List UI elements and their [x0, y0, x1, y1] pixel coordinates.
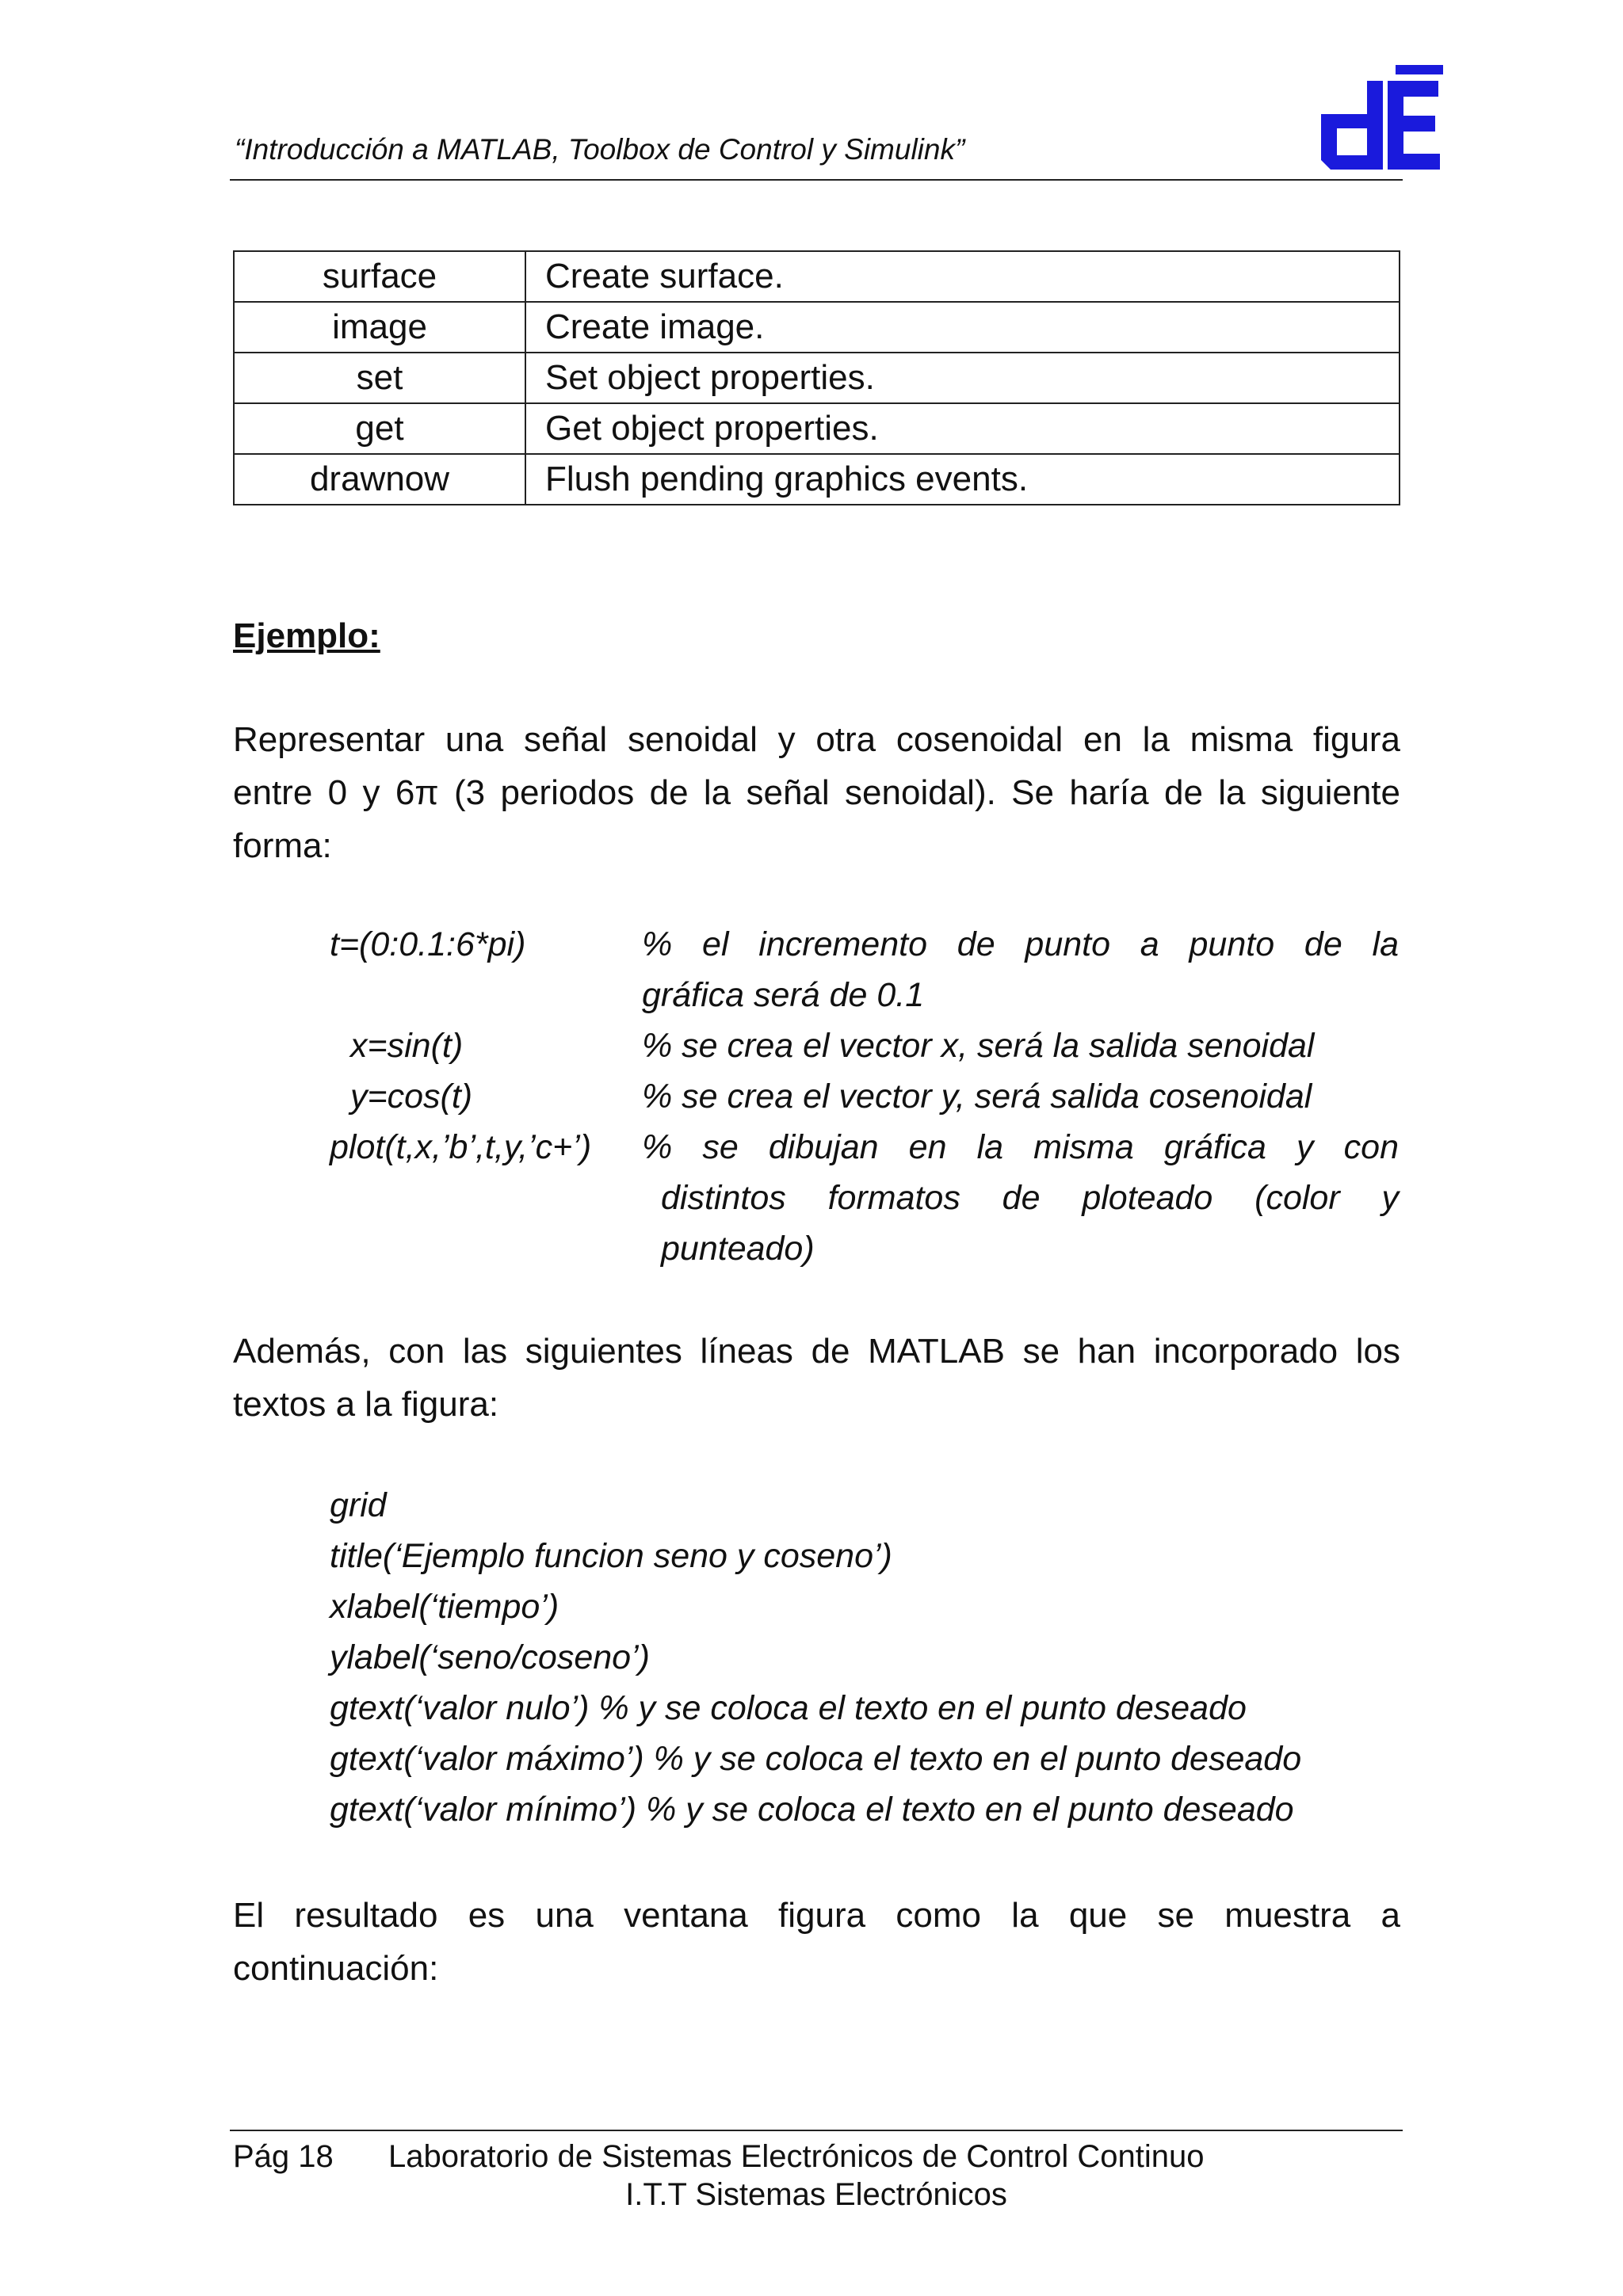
page-number: Pág 18 [233, 2139, 334, 2174]
paragraph-3: El resultado es una ventana figura como la que se muestra a continuación: [233, 1896, 1400, 1988]
footer-line-2: I.T.T Sistemas Electrónicos [625, 2177, 1007, 2212]
code-comment: % se dibujan en la misma gráfica y con distintos formatos de ploteado (color y punteado) [642, 1128, 1399, 1268]
table-row [234, 251, 1400, 302]
footer-line-1: Laboratorio de Sistemas Electrónicos de Control Continuo [388, 2139, 1205, 2174]
code-comment: % se crea el vector y, será salida cosenoidal [642, 1077, 1312, 1116]
page-header [230, 119, 1403, 181]
code-cmd: plot(t,x,’b’,t,y,’c+’) [330, 1128, 592, 1166]
command-cell: set [234, 353, 525, 403]
table-row [234, 353, 1400, 403]
command-cell: get [234, 403, 525, 454]
code-cmd: x=sin(t) [350, 1027, 464, 1065]
code-block-2 [330, 1480, 1301, 1835]
table-row [234, 403, 1400, 454]
description-cell: Create surface. [525, 251, 1400, 302]
code-line: xlabel(‘tiempo’) [330, 1588, 559, 1626]
table-row [234, 454, 1400, 505]
intro-line: Representar una señal senoidal y otra cosenoidal en la misma figura [233, 720, 1400, 759]
command-cell: drawnow [234, 454, 525, 505]
header-title: “Introducción a MATLAB, Toolbox de Control y Simulink” [235, 133, 965, 166]
intro-paragraph [233, 713, 1400, 872]
intro-line: forma: [233, 826, 332, 865]
paragraph-2: Además, con las siguientes líneas de MATLAB se han incorporado los textos a la figura: [233, 1332, 1400, 1424]
de-logo-icon [1319, 65, 1446, 176]
command-cell: surface [234, 251, 525, 302]
description-cell: Create image. [525, 302, 1400, 353]
code-comment: % se crea el vector x, será la salida senoidal [642, 1027, 1315, 1065]
description-cell: Set object properties. [525, 353, 1400, 403]
code-cmd: y=cos(t) [350, 1077, 473, 1116]
command-cell: image [234, 302, 525, 353]
intro-line: entre 0 y 6π (3 periodos de la señal senoidal). Se haría de la siguiente [233, 773, 1400, 812]
command-table [233, 250, 1400, 505]
example-heading: Ejemplo: [233, 616, 380, 655]
code-line: title(‘Ejemplo funcion seno y coseno’) [330, 1537, 892, 1575]
description-cell: Get object properties. [525, 403, 1400, 454]
code-line: gtext(‘valor mínimo’) % y se coloca el texto en el punto deseado [330, 1791, 1294, 1829]
description-cell: Flush pending graphics events. [525, 454, 1400, 505]
page-footer [230, 2130, 1403, 2212]
code-cmd: t=(0:0.1:6*pi) [330, 925, 526, 963]
code-line: gtext(‘valor máximo’) % y se coloca el texto en el punto deseado [330, 1740, 1302, 1778]
table-row [234, 302, 1400, 353]
code-line: grid [330, 1486, 387, 1524]
code-comment: % el incremento de punto a punto de la gráfica será de 0.1 [642, 925, 1399, 1014]
code-line: gtext(‘valor nulo’) % y se coloca el texto en el punto deseado [330, 1689, 1247, 1727]
code-line: ylabel(‘seno/coseno’) [330, 1638, 650, 1676]
